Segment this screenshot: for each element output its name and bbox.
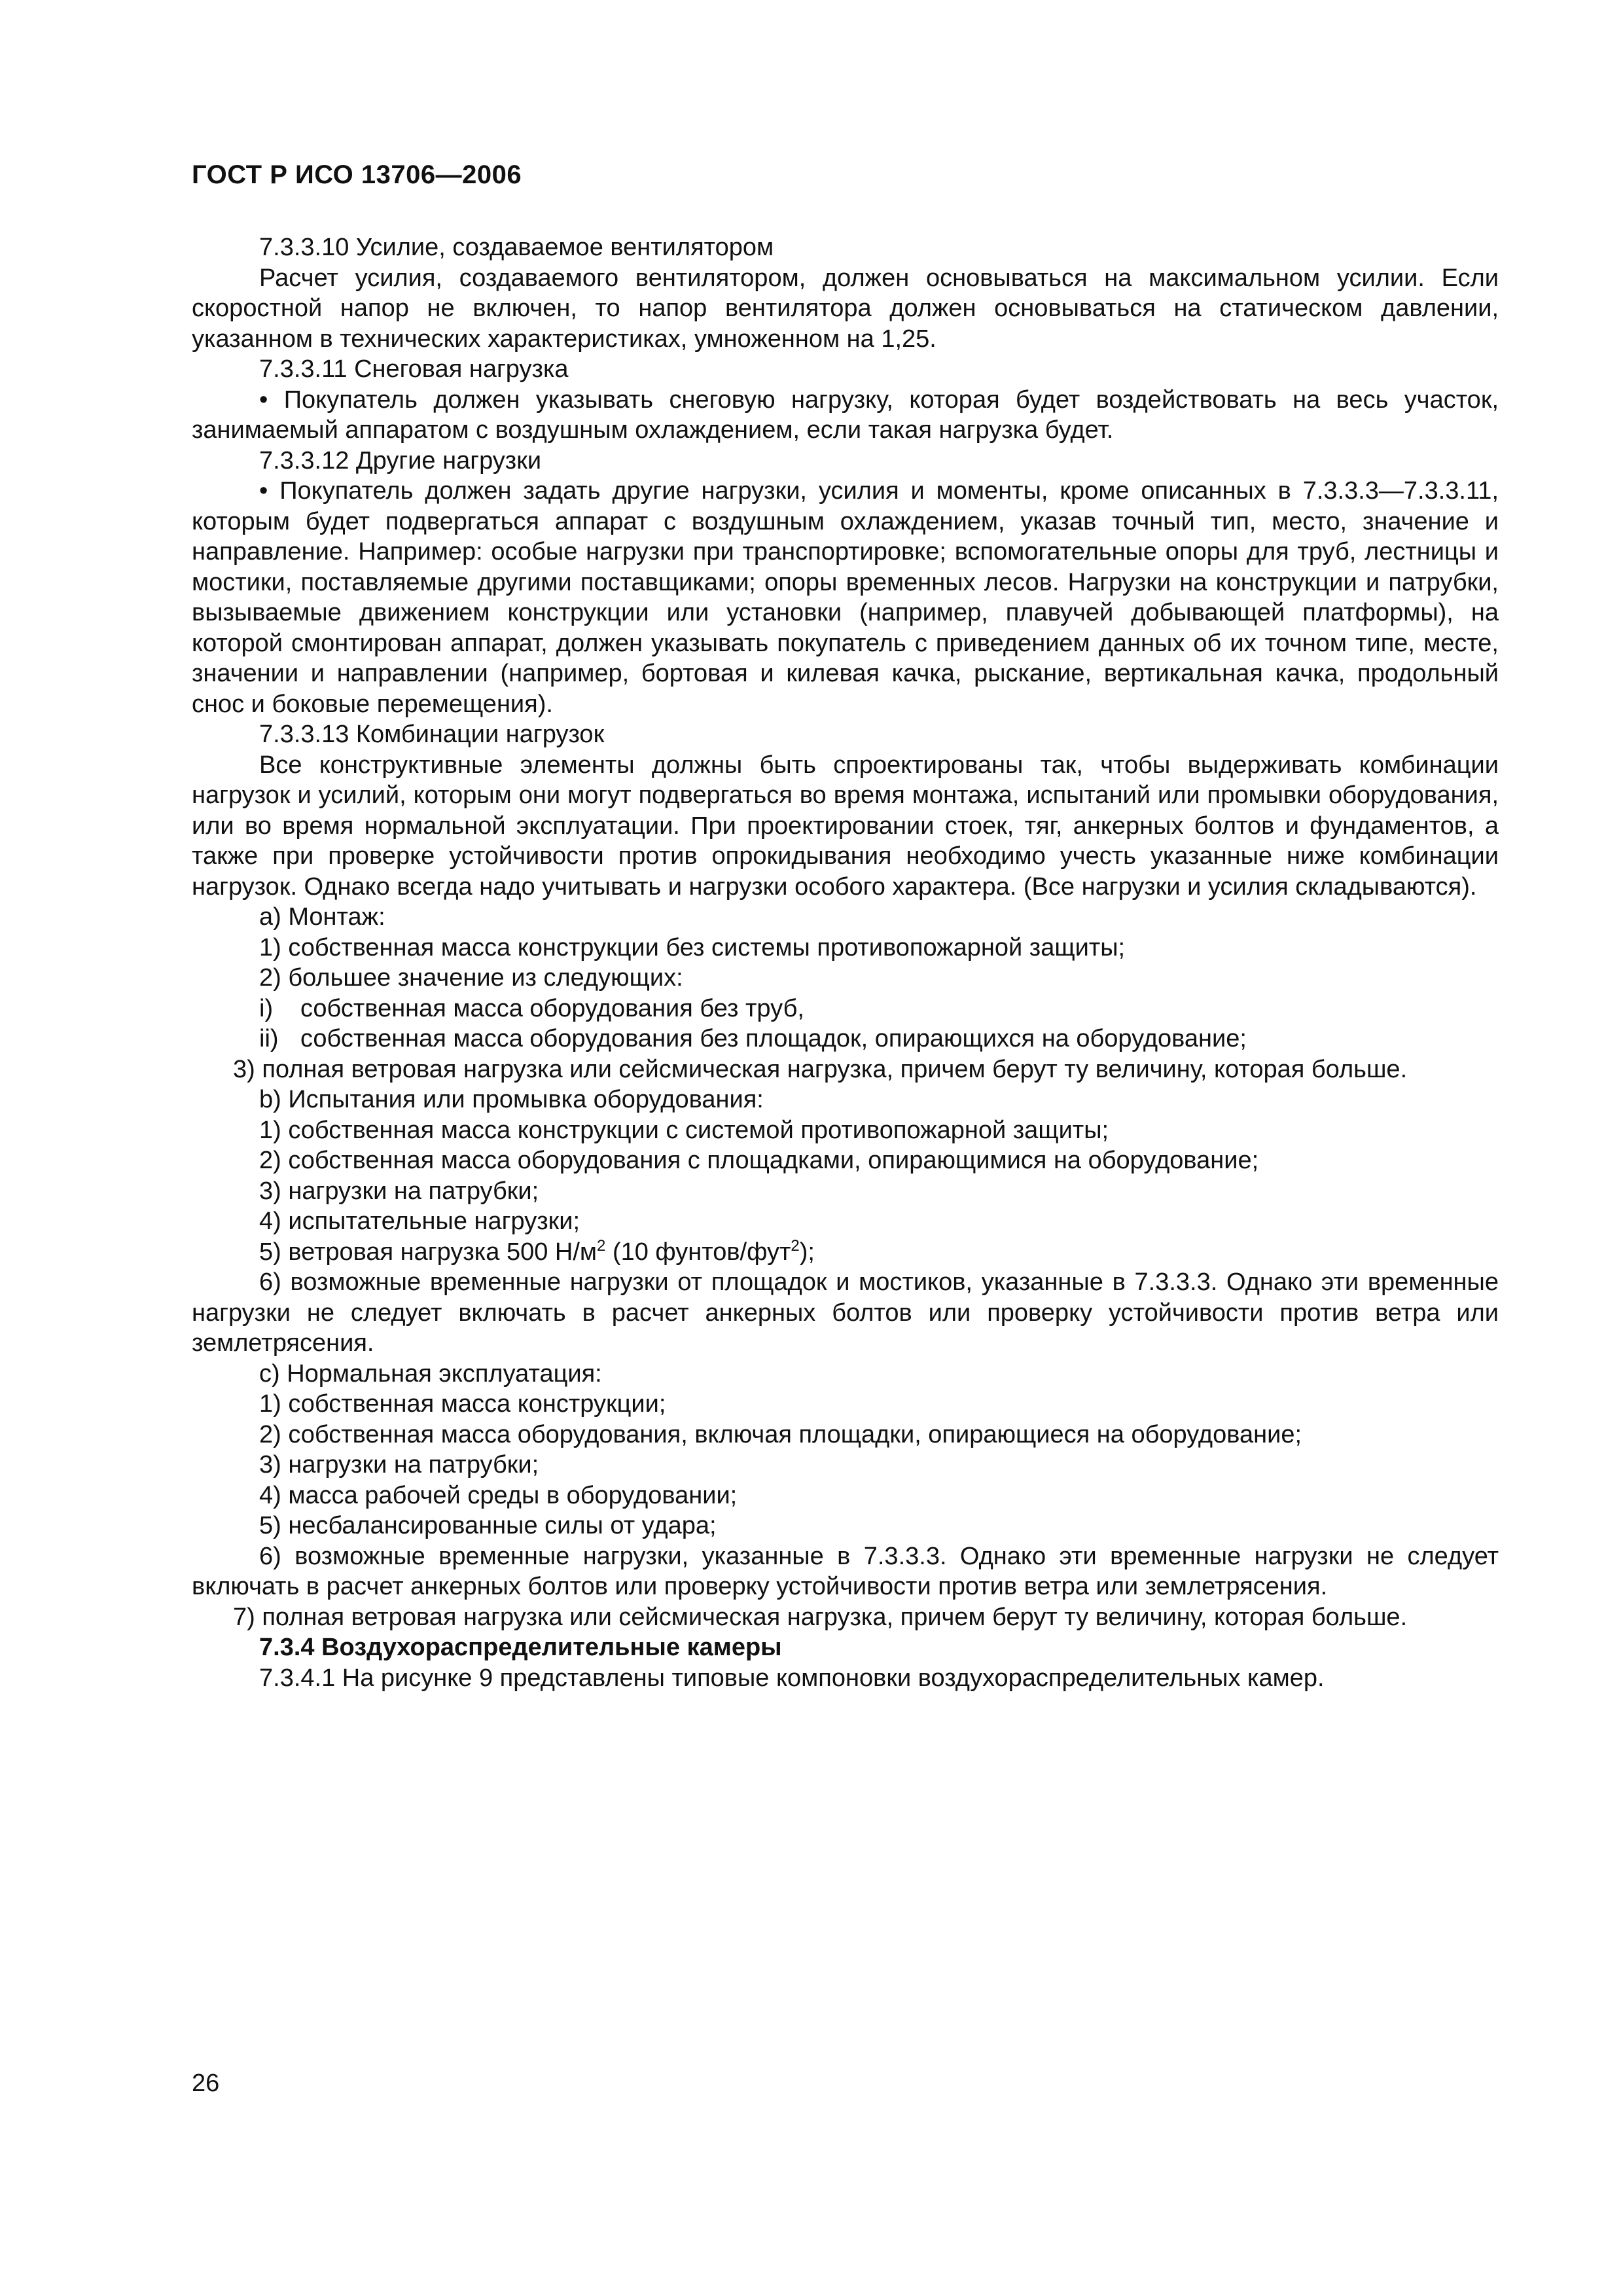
paragraph-7-3-3-11: • Покупатель должен указывать снеговую нагрузку, которая будет воздействовать на весь участок, занимаемый аппаратом с воздушным охлаждением, если такая нагрузка будет. [192,386,1499,444]
paragraph-7-3-4-1: 7.3.4.1 На рисунке 9 представлены типовые компоновки воздухораспределительных камер. [259,1664,1325,1692]
list-item: 1) собственная масса конструкции; [259,1390,666,1418]
list-item: 5) несбалансированные силы от удара; [259,1512,717,1539]
list-item: 3) нагрузки на патрубки; [259,1451,539,1479]
sub-list-item [192,994,1499,1024]
page-number: 26 [192,2070,220,2097]
paragraph-7-3-3-10: Расчет усилия, создаваемого вентилятором, должен основываться на максимальном усилии. Если скоростной напор не включен, то напор вентилятора должен основываться на статическом давлении, указанном в технических характеристиках, умноженном на 1,25. [192,264,1499,353]
document-body [192,232,1499,1693]
list-b-title: b) Испытания или промывка оборудования: [259,1086,764,1113]
sub-list-marker: ii) [259,1025,279,1052]
section-title-7-3-3-13: 7.3.3.13 Комбинации нагрузок [259,721,605,748]
sub-list-marker: i) [259,994,274,1022]
list-item: 2) собственная масса оборудования с площадками, опирающимися на оборудование; [259,1147,1259,1174]
list-item: 6) возможные временные нагрузки, указанные в 7.3.3.3. Однако эти временные нагрузки не следует включать в расчет анкерных болтов или проверку устойчивости против ветра или землетрясения. [192,1542,1499,1600]
list-item: 3) полная ветровая нагрузка или сейсмическая нагрузка, причем берут ту величину, которая больше. [233,1055,1408,1083]
wind-load-text-c: ); [799,1238,815,1266]
list-item: 4) испытательные нагрузки; [259,1208,580,1235]
list-item: 3) нагрузки на патрубки; [259,1177,539,1205]
sub-list-text: собственная масса оборудования без труб, [300,994,804,1022]
paragraph-7-3-3-13: Все конструктивные элементы должны быть спроектированы так, чтобы выдерживать комбинации нагрузок и усилий, которым они могут подвергаться во время монтажа, испытаний или промывки оборудования, или во время нормальной эксплуатации. При проектировании стоек, тяг, анкерных болтов и фундаментов, а также при проверке устойчивости против опрокидывания необходимо учесть указанные ниже комбинации нагрузок. Однако всегда надо учитывать и нагрузки особого характера. (Все нагрузки и усилия складываются). [192,751,1499,901]
list-item: 1) собственная масса конструкции без системы противопожарной защиты; [259,933,1126,961]
wind-load-text-b: (10 фунтов/фут [605,1238,791,1266]
wind-load-text-a: 5) ветровая нагрузка 500 Н/м [259,1238,597,1266]
document-header: ГОСТ Р ИСО 13706—2006 [192,160,522,189]
section-title-7-3-3-11: 7.3.3.11 Снеговая нагрузка [259,355,569,383]
list-item: 2) большее значение из следующих: [259,964,683,992]
section-title-7-3-3-12: 7.3.3.12 Другие нагрузки [259,446,542,475]
sub-list-text: собственная масса оборудования без площадок, опирающихся на оборудование; [300,1025,1247,1052]
list-c-title: c) Нормальная эксплуатация: [259,1359,602,1388]
section-title-7-3-3-10: 7.3.3.10 Усилие, создаваемое вентилятором [259,234,774,261]
paragraph-7-3-3-12: • Покупатель должен задать другие нагрузки, усилия и моменты, кроме описанных в 7.3.3.3—7.3.3.11, которым будет подвергаться аппарат с воздушным охлаждением, указав точный тип, место, значение и направление. Например: особые нагрузки при транспортировке; вспомогательные опоры для труб, лестницы и мостики, поставляемые другими поставщиками; опоры временных лесов. Нагрузки на конструкции и патрубки, вызываемые движением конструкции или установки (например, плавучей добывающей платформы), на которой смонтирован аппарат, должен указывать покупатель с приведением данных об их точном типе, месте, значении и направлении (например, бортовая и килевая качка, рыскание, вертикальная качка, продольный снос и боковые перемещения). [192,477,1499,718]
list-item: 4) масса рабочей среды в оборудовании; [259,1481,738,1509]
list-item: 2) собственная масса оборудования, включая площадки, опирающиеся на оборудование; [259,1420,1302,1448]
list-a-title: a) Монтаж: [259,903,385,931]
list-item: 6) возможные временные нагрузки от площадок и мостиков, указанные в 7.3.3.3. Однако эти временные нагрузки не следует включать в расчет анкерных болтов или проверку устойчивости против ветра или землетрясения. [192,1268,1499,1357]
list-item: 1) собственная масса конструкции с системой противопожарной защиты; [259,1116,1109,1144]
sub-list-item [192,1024,1499,1054]
list-item: 7) полная ветровая нагрузка или сейсмическая нагрузка, причем берут ту величину, которая больше. [233,1603,1408,1631]
list-item-wind-load [192,1237,1499,1268]
superscript: 2 [791,1236,800,1255]
section-title-7-3-4: 7.3.4 Воздухораспределительные камеры [259,1634,782,1661]
superscript: 2 [597,1236,606,1255]
